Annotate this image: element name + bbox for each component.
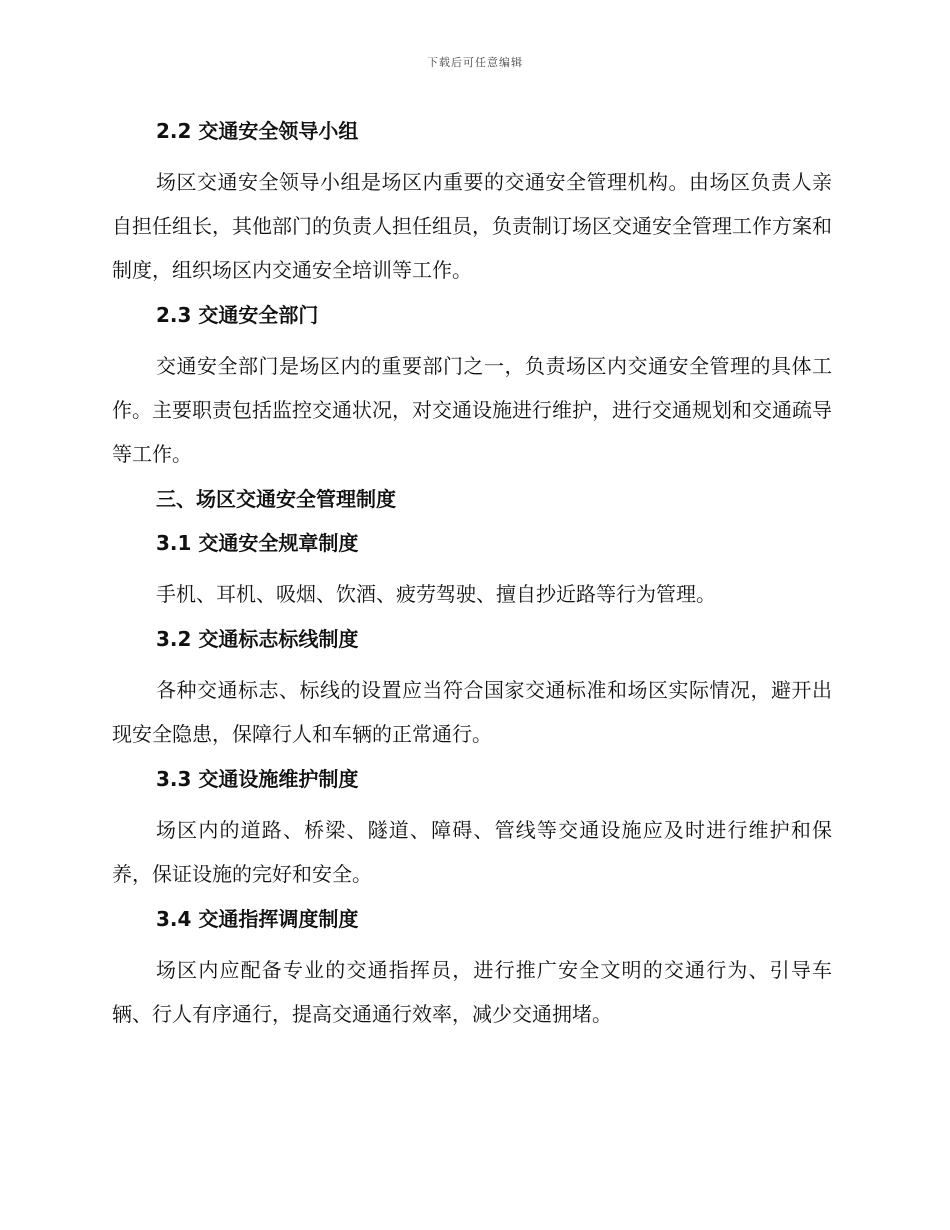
- section-heading-2-2: 2.2 交通安全领导小组: [156, 119, 359, 143]
- chapter-heading-3: 三、场区交通安全管理制度: [156, 487, 396, 511]
- section-paragraph-2-3: 交通安全部门是场区内的重要部门之一，负责场区内交通安全管理的具体工作。主要职责包括监控交通状况，对交通设施进行维护，进行交通规划和交通疏导等工作。: [112, 354, 832, 466]
- header-note: 下载后可任意编辑: [427, 56, 523, 69]
- section-heading-2-3: 2.3 交通安全部门: [156, 303, 319, 327]
- section-heading-3-3: 3.3 交通设施维护制度: [156, 767, 359, 791]
- section-heading-3-2: 3.2 交通标志标线制度: [156, 627, 359, 651]
- section-paragraph-2-2: 场区交通安全领导小组是场区内重要的交通安全管理机构。由场区负责人亲自担任组长，其他部门的负责人担任组员，负责制订场区交通安全管理工作方案和制度，组织场区内交通安全培训等工作。: [112, 170, 832, 282]
- section-paragraph-3-4: 场区内应配备专业的交通指挥员，进行推广安全文明的交通行为、引导车辆、行人有序通行，提高交通通行效率，减少交通拥堵。: [112, 958, 832, 1026]
- document-body: [112, 110, 832, 1044]
- section-paragraph-3-3: 场区内的道路、桥梁、隧道、障碍、管线等交通设施应及时进行维护和保养，保证设施的完好和安全。: [112, 818, 832, 886]
- section-heading-3-4: 3.4 交通指挥调度制度: [156, 907, 359, 931]
- section-paragraph-3-2: 各种交通标志、标线的设置应当符合国家交通标准和场区实际情况，避开出现安全隐患，保障行人和车辆的正常通行。: [112, 678, 832, 746]
- section-heading-3-1: 3.1 交通安全规章制度: [156, 531, 359, 555]
- section-paragraph-3-1: 手机、耳机、吸烟、饮酒、疲劳驾驶、擅自抄近路等行为管理。: [156, 582, 716, 606]
